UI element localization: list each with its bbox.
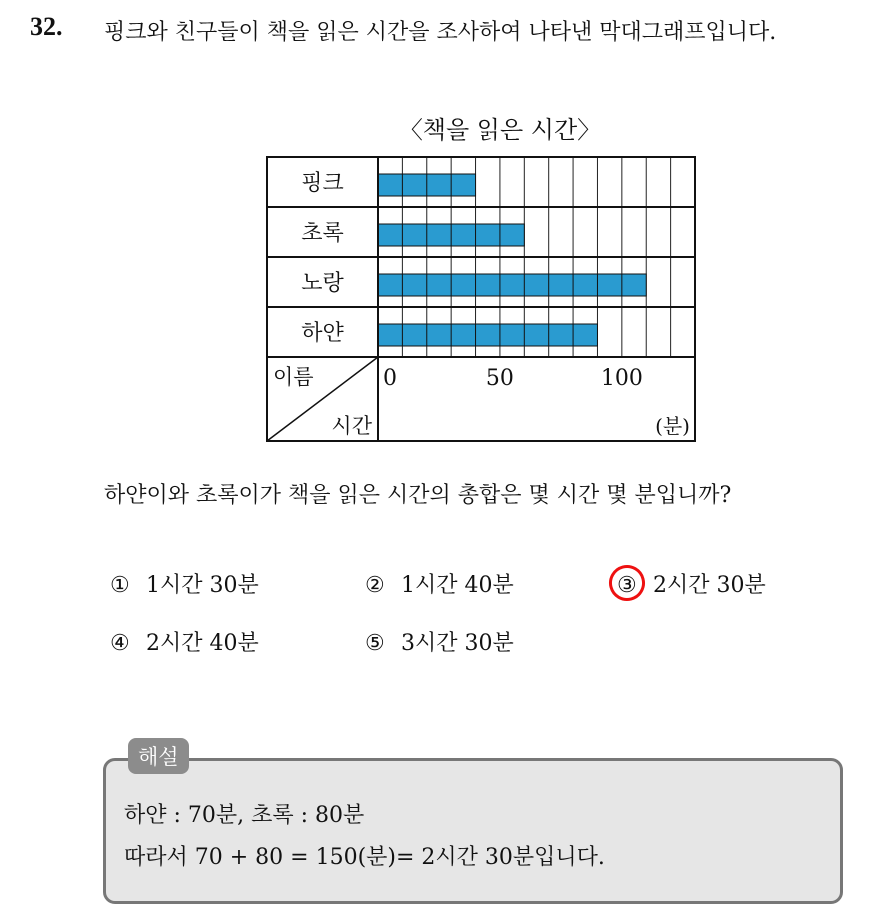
choice-3-text: 2시간 30분 bbox=[653, 573, 766, 598]
choice-4-mark: ④ bbox=[110, 631, 130, 656]
choice-5-mark: ⑤ bbox=[365, 631, 385, 656]
choice-1-text: 1시간 30분 bbox=[146, 573, 259, 598]
choice-3-mark: ③ bbox=[617, 573, 653, 598]
choice-5[interactable] bbox=[365, 626, 514, 657]
x-tick-label-2: 50 bbox=[485, 366, 514, 391]
category-label-3: 노랑 bbox=[301, 271, 344, 296]
x-tick-label-3: 100 bbox=[600, 366, 643, 391]
explanation-line-1: 하얀 : 70분, 초록 : 80분 bbox=[124, 803, 365, 828]
explanation-label: 해설 bbox=[128, 738, 189, 774]
chart-title: 〈책을 읽은 시간〉 bbox=[398, 116, 602, 144]
x-unit-label: (분) bbox=[655, 414, 690, 438]
category-label-1: 핑크 bbox=[301, 171, 344, 196]
choice-2[interactable] bbox=[365, 568, 514, 599]
choice-2-text: 1시간 40분 bbox=[401, 573, 514, 598]
choice-5-text: 3시간 30분 bbox=[401, 631, 514, 656]
choice-3[interactable] bbox=[617, 568, 766, 599]
question-text: 핑크와 친구들이 책을 읽은 시간을 조사하여 나타낸 막대그래프입니다. bbox=[104, 20, 777, 45]
corner-label-time: 시간 bbox=[331, 414, 372, 438]
choice-1[interactable] bbox=[110, 568, 259, 599]
sub-question: 하얀이와 초록이가 책을 읽은 시간의 총합은 몇 시간 몇 분입니까? bbox=[104, 483, 732, 508]
choice-2-mark: ② bbox=[365, 573, 385, 598]
explanation-line-2: 따라서 70 + 80 = 150(분)= 2시간 30분입니다. bbox=[124, 845, 605, 870]
category-label-2: 초록 bbox=[301, 221, 344, 246]
choice-4-text: 2시간 40분 bbox=[146, 631, 259, 656]
question-number: 32. bbox=[30, 12, 63, 41]
explanation-box bbox=[103, 758, 843, 904]
choice-4[interactable] bbox=[110, 626, 259, 657]
corner-label-name: 이름 bbox=[273, 365, 314, 389]
choice-1-mark: ① bbox=[110, 573, 130, 598]
x-tick-label-1: 0 bbox=[383, 366, 397, 391]
bar-3 bbox=[378, 274, 646, 296]
bar-4 bbox=[378, 324, 597, 346]
category-label-4: 하얀 bbox=[301, 321, 344, 346]
chart-frame bbox=[267, 157, 695, 441]
